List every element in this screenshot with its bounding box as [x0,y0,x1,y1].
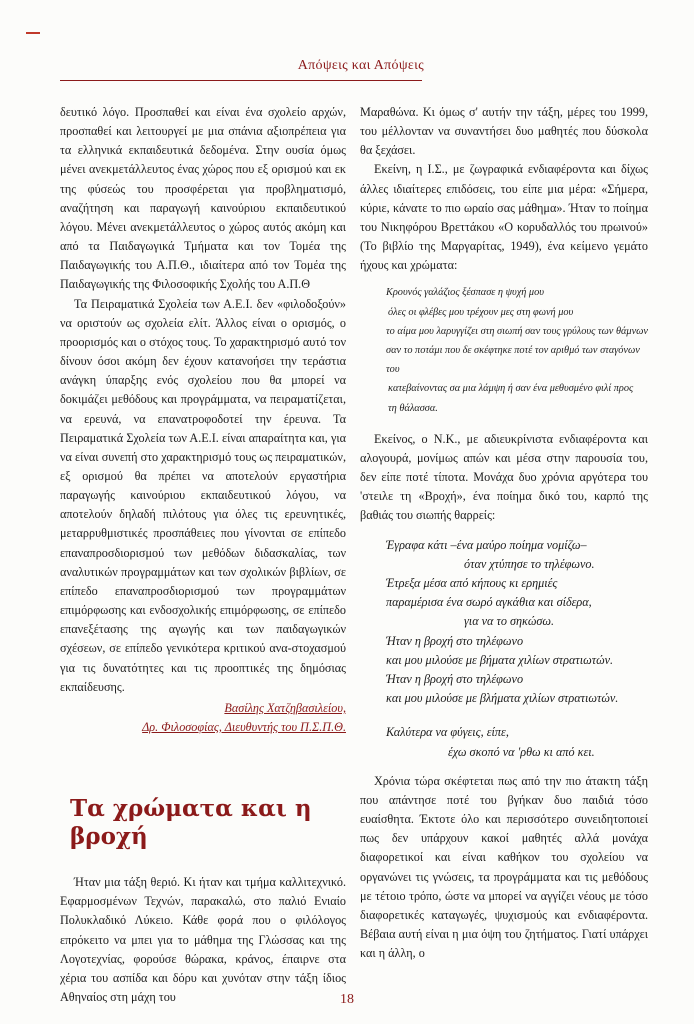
poem-line: όλες οι φλέβες μου τρέχουν μες στη φωνή μου [388,306,574,318]
poem-line: σαν το ποτάμι που δε σκέφτηκε ποτέ τον αριθμό των σταγόνων του [386,345,640,376]
author-role: Δρ. Φιλοσοφίας, Διευθυντής του Π.Σ.Π.Θ. [142,720,346,734]
poem-line: Καλύτερα να φύγεις, είπε, [386,725,509,740]
paragraph: Εκείνη, η Ι.Σ., με ζωγραφικά ενδιαφέροντα και δίχως άλλες ιδιαίτερες επιδόσεις, του είπε μια μέρα: «Σήμερα, κύριε, κάνατε το πιο ωραίο σας μάθημα». Ήταν το ποίημα του Νικηφόρου Βρεττάκου «Ο κορυδαλλός του πρωινού» (Το βιβλίο της Μαργαρίτας, 1949), ένα κείμενο γεμάτο ήχους και χρώματα: [360,162,648,273]
poem-line: τη θάλασσα. [388,402,438,414]
poem-line: έχω σκοπό να 'ρθω κι από κει. [448,744,595,759]
poem-line: και μου μιλούσε με βήματα χιλίων στρατιωτών. [386,652,614,667]
poem-line: το αίμα μου λαρυγγίζει στη σιωπή σαν τους γρύλους των θάμνων [386,325,648,337]
paragraph: Ήταν μια τάξη θεριό. Κι ήταν και τμήμα καλλιτεχνικό. Εφαρμοσμένων Τεχνών, παρακαλώ, στο παλιό Ενιαίο Πολυκλαδικό Λύκειο. Κάθε φορά που ο φιλόλογος επρόκειτο να μπει για το μάθημα της Γλώσσας και της Λογοτεχνίας, φορούσε θώρακα, κράνος, έπαιρνε στα χέρια του ασπίδα και δόρυ και χυνόταν στην τάξη ίδιος Αθηναίος στη μάχη του [60,875,346,1005]
paragraph: Τα Πειραματικά Σχολεία των Α.Ε.Ι. δεν «φιλοδοξούν» να οριστούν ως σχολεία ελίτ. Άλλος είναι ο ορισμός, ο προορισμός και ο στόχος τους. Το χαρακτηρισμό αυτό τον δίνουν όσοι ακόμη δεν έχουν κατανοήσει την τεράστια ανάγκη ύπαρξης ενός σχολείου που θα μπορεί να δοκιμάζει μεθόδους και προγράμματα, να πειραματίζεται, να ερευνά, να επανατροφοδοτεί την έρευνα. Τα Πειραματικά Σχολεία των Α.Ε.Ι. είναι απαραίτητα και, για να είναι συνεπή στο χαρακτηρισμό τους ως πειραματικών, εξ ορισμού θα πρέπει να αποτελούν εργαστήρια παραγωγής καινούριου εκπαιδευτικού λόγου, να αποτελούν δηλαδή πιλότους για όλες τις ερευνητικές, μεταρρυθμιστικές προσπάθειες που γίνονται σε επίπεδο επαναπροσδιορισμού των μεθόδων διδασκαλίας, των αναλυτικών προγραμμάτων και των σχολικών βιβλίων, σε επίπεδο επαναπροσδιορισμού των προγραμμάτων επιμόρφωσης και ενδοσχολικής επιμόρφωσης, σε επίπεδο επανεξέτασης της αγωγής και των παιδαγωγικών σχέσεων, σε επίπεδο γενικότερα κριτικού ανα-στοχασμού για τις δυνατότητες και τις προοπτικές της δημόσιας εκπαίδευσης. [60,296,346,694]
page-number: 18 [340,992,354,1007]
corner-mark [26,32,40,34]
poem-line: Ήταν η βροχή στο τηλέφωνο [386,633,524,648]
poem-line: παραμέρισα ένα σωρό αγκάθια και σίδερα, [386,595,592,610]
poem-rain [386,536,648,762]
paragraph: δευτικό λόγο. Προσπαθεί και είναι ένα σχολείο αρχών, προσπαθεί και λειτουργεί με μια σπάνια αξιοπρέπεια για τα ελληνικά εκπαιδευτικά δεδομένα. Στην ουσία όμως μένει ανεκμετάλλευτος ένας χώρος που εξ ορισμού και εκ της φύσεώς του προσφέρεται για προβληματισμό, αναζήτηση και παραγωγή καινούριου εκπαιδευτικού λόγου. Μένει ανεκμετάλλευτος ο χώρος αυτός ακόμη και από τα Παιδαγωγικά Τμήματα και τον Τομέα της Παιδαγωγικής του Α.Π.Θ., ιδιαίτερα από τον Τομέα της Παιδαγωγικής της Φιλοσοφικής Σχολής του Α.Π.Θ [60,105,346,292]
poem-line: Έγραφα κάτι –ένα μαύρο ποίημα νομίζω– [386,537,587,552]
poem-line: όταν χτύπησε το τηλέφωνο. [464,556,595,571]
poem-line: για να το σηκώσω. [464,614,555,629]
article-title: Τα χρώματα και η βροχή [70,795,312,851]
paragraph: Εκείνος, ο Ν.Κ., με αδιευκρίνιστα ενδιαφέροντα και αλογουρά, μονίμως απών και μέσα στην παρουσία του, δεν είπε ποτέ τίποτα. Μονάχα δυο χρόνια αργότερα του 'στειλε τη «Βροχή», ένα ποίημα δικό του, καρπό της βαθιάς του σιωπής θαρρείς: [360,431,648,523]
author-name: Βασίλης Χατζηβασιλείου, [224,700,346,715]
paragraph: Χρόνια τώρα σκέφτεται πως από την πιο άτακτη τάξη που απάντησε ποτέ του βγήκαν δυο παιδιά τόσο ευαίσθητα. Έκτοτε όλο και περισσότερο συνειδητοποιεί πως δεν υπάρχουν κακοί μαθητές αλλά μονάχα διαφορετικοί και είναι καθήκον του σχολείου να οργανώνει τις γνώσεις, τα προγράμματα και τις μεθόδους με τέτοιο τρόπο, ώστε να μπορεί να αγγίζει νέους με τόσο διαφορετικές καταγωγές, ψυχισμούς και ενδιαφέροντα. Βέβαια αυτή είναι η μια όψη του ζητήματος. Γιατί υπάρχει και η άλλη, ο [360,773,648,961]
right-column [360,103,648,963]
poem-quote [386,283,648,417]
poem-line: κατεβαίνοντας σα μια λάμψη ή σαν ένα μεθυσμένο φιλί προς [388,383,634,395]
poem-line: Ήταν η βροχή στο τηλέφωνο [386,672,524,687]
stanza-gap [386,708,648,723]
running-title: Απόψεις και Απόψεις [297,58,424,73]
poem-line: Κρουνός γαλάζιος ξέσπασε η ψυχή μου [386,287,544,299]
header-rule [60,80,422,81]
left-column [60,103,346,1007]
paragraph: Μαραθώνα. Κι όμως σ' αυτήν την τάξη, μέρες του 1999, του μέλλονταν να συναντήσει δυο μαθητές που δύσκολα θα ξεχάσει. [360,105,648,158]
poem-line: Έτρεξα μέσα από κήπους κι ερημιές [386,576,558,591]
poem-line: και μου μιλούσε με βλήματα χιλίων στρατιωτών. [386,691,619,706]
